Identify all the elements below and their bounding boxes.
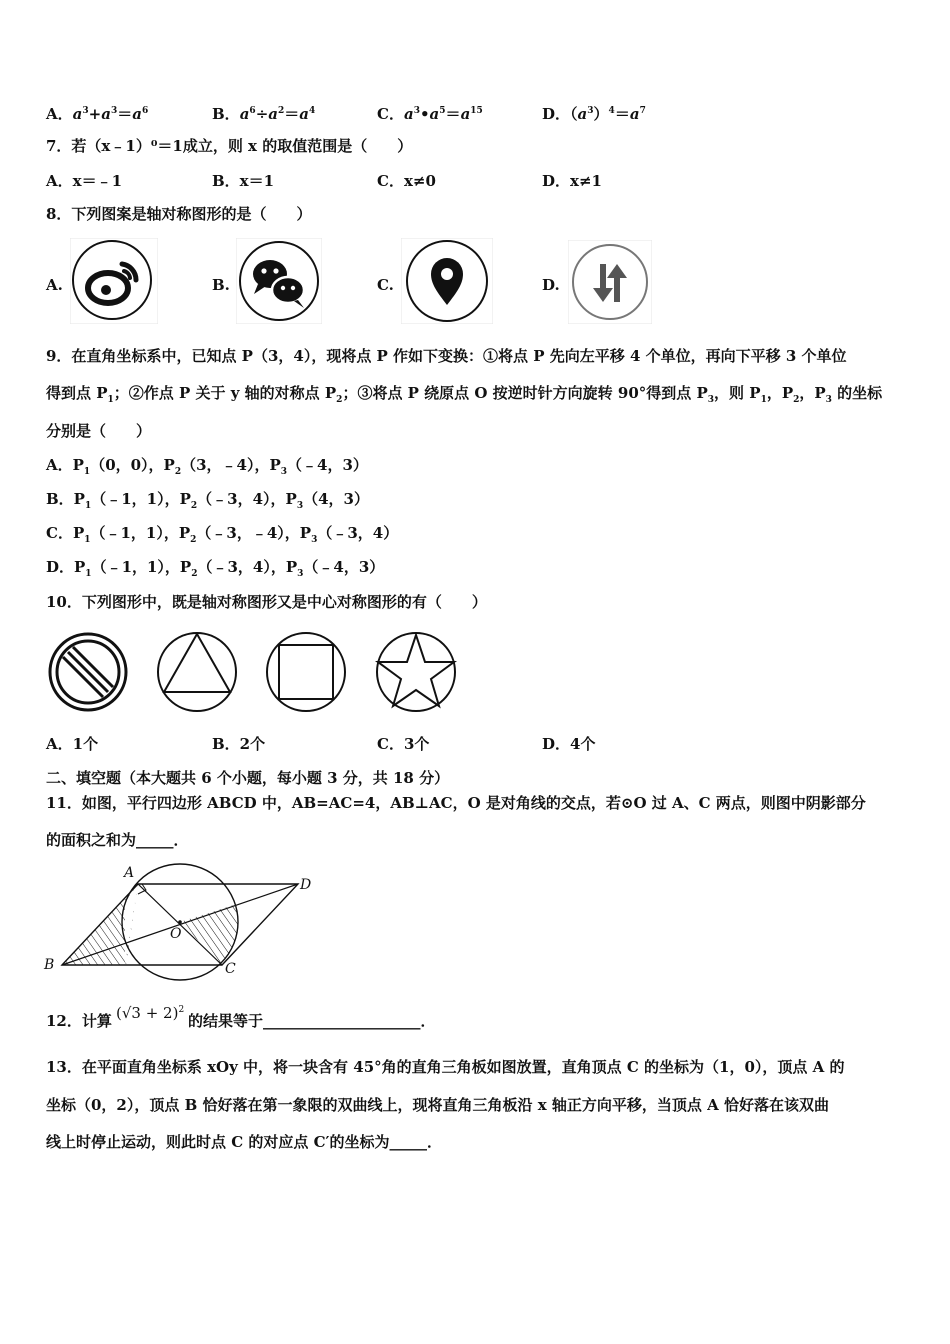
weibo-icon [70,238,158,324]
q13-line3: 线上时停止运动，则此时点 C 的对应点 C′的坐标为_____． [46,1133,443,1151]
q11-label-c: C [225,961,236,977]
q10-option-a: A．1个 [46,735,99,753]
q6-option-b: B．$a^6\div a^2=a^4$ [212,105,316,123]
q11-label-b: B [44,957,55,973]
q10-stem: 10．下列图形中，既是轴对称图形又是中心对称图形的有（ ） [46,593,487,611]
q9-stem-line3: 分别是（ ） [46,422,152,440]
location-pin-icon [401,238,493,324]
q11-line2: 的面积之和为_____． [46,831,189,849]
q13-line2: 坐标（0，2），顶点 B 恰好落在第一象限的双曲线上，现将直角三角板沿 x 轴正方向平移，当顶点 A 恰好落在该双曲 [46,1096,829,1114]
q7-option-c: C．x≠0 [377,172,436,190]
q6-option-d: D．$(a^3)^4=a^7$ [542,105,646,123]
q12-prefix: 12．计算 [46,1012,112,1030]
circle-with-triangle-figure [158,633,236,711]
q8-option-a-letter: A. [46,276,63,294]
circle-with-star-figure [377,633,455,711]
q12-expression: $(√3 + 2)^2$ [116,1004,185,1022]
q11-label-a: A [124,865,135,881]
q8-option-c-letter: C. [377,276,394,294]
q6-option-a: A．$a^3+a^3=a^6$ [46,105,149,123]
q10-option-b: B．2个 [212,735,266,753]
q8-stem: 8．下列图案是轴对称图形的是（ ） [46,205,312,223]
q9-stem-line2: 得到点 $P_1$；②作点 P 关于 y 轴的对称点 $P_2$；③将点 P 绕原点 O 按逆时针方向旋转 90°得到点 $P_3$，则 $P_1$，$P_2$，$P_3$ 的坐标 [46,384,883,405]
q10-option-c: C．3个 [377,735,430,753]
q12-suffix: 的结果等于_____________________． [188,1012,436,1030]
circle-with-square-figure [267,633,345,711]
q8-option-d-letter: D. [542,276,560,294]
wechat-icon [236,238,322,324]
section2-heading: 二、填空题（本大题共 6 个小题，每小题 3 分，共 18 分） [46,769,450,787]
q6-option-c: C．$a^3•a^5=a^{15}$ [377,105,483,123]
q9-stem-line1: 9．在直角坐标系中，已知点 P（3，4），现将点 P 作如下变换：①将点 P 先向左平移 4 个单位，再向下平移 3 个单位 [46,347,847,365]
q13-line1: 13．在平面直角坐标系 xOy 中，将一块含有 45°角的直角三角板如图放置，直角顶点 C 的坐标为（1，0），顶点 A 的 [46,1058,845,1076]
q11-label-d: D [300,877,312,893]
q7-option-b: B．x＝1 [212,172,275,190]
circle-with-diagonal-bar-figure [50,634,126,710]
up-down-arrows-icon [568,240,652,324]
q7-option-d: D．x≠1 [542,172,602,190]
q9-option-a: A．$P_1(0$，0），$P_2(3$，﹣4），$P_3(﹣4$，3） [46,456,368,477]
q9-option-d: D．$P_1(﹣1$，1），$P_2(﹣3$，4），$P_3(﹣4$，3） [46,558,385,579]
q11-line1: 11．如图，平行四边形 ABCD 中，AB=AC=4，AB⊥AC，O 是对角线的交点，若⊙O 过 A、C 两点，则图中阴影部分 [46,794,866,812]
q10-figures [44,630,460,716]
q7-option-a: A．x＝﹣1 [46,172,123,190]
q8-option-b-letter: B. [212,276,230,294]
q7-stem: 7．若（x﹣1）⁰＝1成立，则 x 的取值范围是（ ） [46,137,413,155]
q11-label-o: O [170,926,182,942]
q9-option-b: B．$P_1(﹣1$，1），$P_2(﹣3$，4），$P_3(4$，3） [46,490,369,511]
q10-option-d: D．4个 [542,735,596,753]
q9-option-c: C．$P_1(﹣1$，1），$P_2(﹣3$，﹣4），$P_3(﹣3$，4） [46,524,399,545]
q11-geometry-figure [40,862,330,982]
